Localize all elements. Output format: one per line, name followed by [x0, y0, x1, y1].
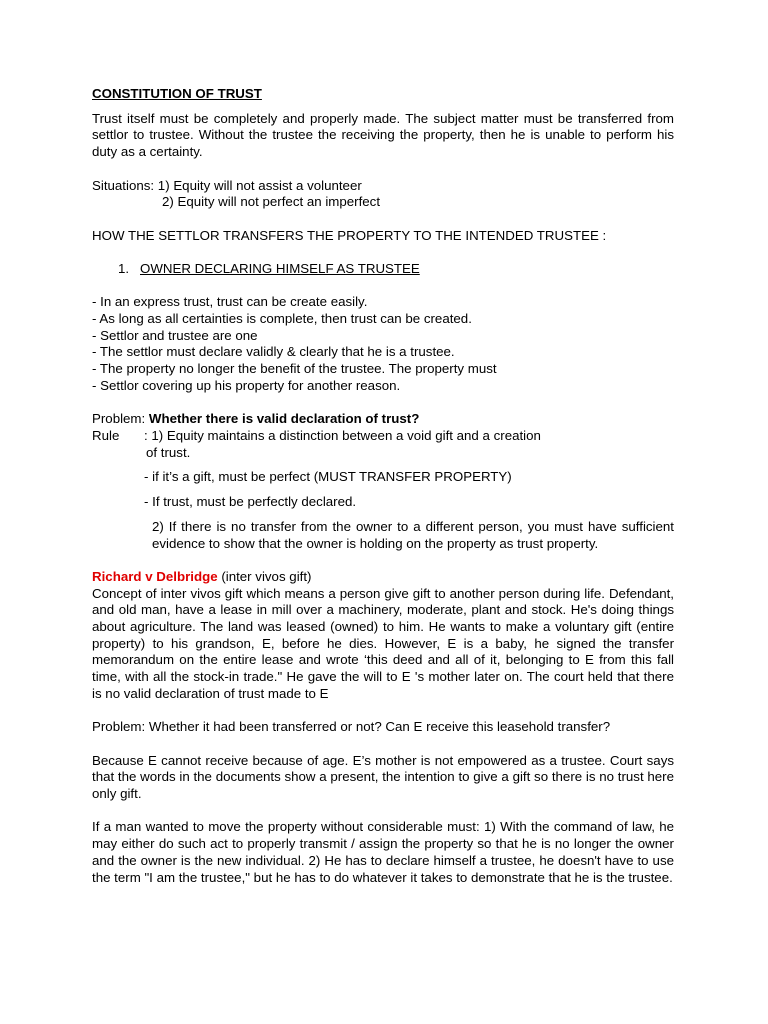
document-title: CONSTITUTION OF TRUST: [92, 86, 262, 101]
rule-sub-2: - If trust, must be perfectly declared.: [144, 494, 357, 510]
final-paragraph: If a man wanted to move the property without considerable must: 1) With the command of law, he may either do such act to properly transmit / assign the property so that he is no longer the owner and the owner is the new individual. 2) He has to declare himself a trustee, he doesn't have to use the term "I am the trustee," but he has to do whatever it takes to demonstrate that he is the trustee.: [92, 819, 674, 885]
rule-para-2: 2) If there is no transfer from the owner to a different person, you must have sufficient evidence to show that the owner is holding on the property as trust property.: [152, 518, 674, 551]
rule-label: Rule: [92, 427, 120, 443]
list-item: - The settlor must declare validly & clearly that he is a trustee.: [92, 344, 455, 360]
intro-paragraph: Trust itself must be completely and properly made. The subject matter must be transferred from settlor to trustee. Without the trustee the receiving the property, then he is unable to perform his duty as a certainty.: [92, 110, 674, 160]
list-item: - The property no longer the benefit of the trustee. The property must: [92, 361, 497, 377]
problem-1-text: Whether there is valid declaration of trust?: [148, 411, 420, 427]
situation-item-2: 2) Equity will not perfect an imperfect: [162, 194, 381, 210]
numbered-heading: [92, 261, 674, 278]
situation-item-1: 1) Equity will not assist a volunteer: [157, 177, 362, 193]
case-name: Richard v Delbridge: [92, 568, 218, 584]
case-note: (inter vivos gift): [217, 568, 312, 584]
rule-block: [92, 428, 674, 552]
problem-1: [92, 411, 674, 428]
situations-block: [92, 178, 674, 211]
how-heading: HOW THE SETTLOR TRANSFERS THE PROPERTY TO THE INTENDED TRUSTEE :: [92, 227, 607, 243]
rule-line-1: : 1) Equity maintains a distinction between a void gift and a creation: [144, 427, 541, 443]
numbered-heading-number: 1.: [118, 260, 130, 276]
case-body: Concept of inter vivos gift which means a person give gift to another person during life. Defendant, and old man, have a lease in mill over a machinery, moderate, plant and stock. He's doing things about agriculture. The land was leased (owned) to him. He wants to make a voluntary gift (entire property) to his grandson, E, before he dies. However, E is a baby, he signed the transfer memorandum on the entire lease and wrote ‘this deed and all of it, belonging to E from this fall time, with all the stock-in trade." He gave the will to E 's mother later on. The court held that there is no valid declaration of trust made to E: [92, 585, 674, 701]
case-heading: [92, 569, 674, 586]
rule-line-1-cont: of trust.: [146, 444, 191, 460]
situations-label: Situations:: [92, 177, 155, 193]
rule-sub-1: - if it’s a gift, must be perfect (MUST TRANSFER PROPERTY): [144, 469, 512, 485]
problem-1-label: Problem:: [92, 411, 149, 427]
numbered-heading-text: OWNER DECLARING HIMSELF AS TRUSTEE: [140, 260, 420, 276]
bullet-list: [92, 294, 674, 394]
document-page: [92, 86, 674, 886]
list-item: - In an express trust, trust can be create easily.: [92, 294, 368, 310]
list-item: - As long as all certainties is complete, then trust can be created.: [92, 311, 472, 327]
because-paragraph: Because E cannot receive because of age. E’s mother is not empowered as a trustee. Court says that the words in the documents show a present, the intention to give a gift so there is no trust here only gift.: [92, 752, 674, 801]
problem-2: Problem: Whether it had been transferred or not? Can E receive this leasehold transfer?: [92, 719, 611, 735]
list-item: - Settlor and trustee are one: [92, 327, 258, 343]
list-item: - Settlor covering up his property for another reason.: [92, 377, 401, 393]
